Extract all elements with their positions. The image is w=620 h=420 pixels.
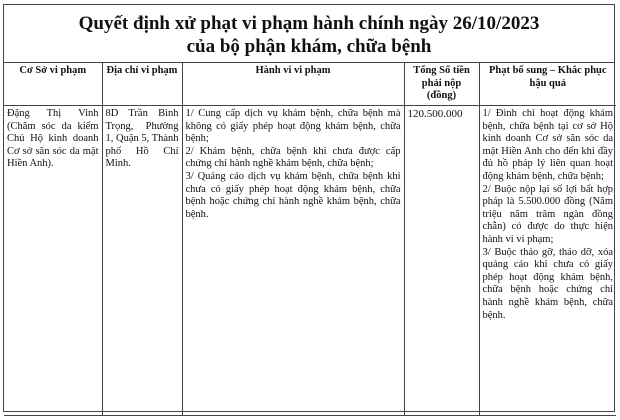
cell-address: 8D Trần Bình Trọng, Phường 1, Quận 5, Thành phố Hồ Chí Minh. <box>102 106 182 416</box>
violation-grid <box>4 63 616 416</box>
header-facility: Cơ Sở vi phạm <box>4 63 102 106</box>
header-row <box>4 63 616 106</box>
title-line-1: Quyết định xử phạt vi phạm hành chính ngày 26/10/2023 <box>78 13 540 34</box>
table-row <box>4 106 616 416</box>
header-address: Địa chỉ vi phạm <box>102 63 182 106</box>
violation-item: 1/ Cung cấp dịch vụ khám bệnh, chữa bệnh mà không có giấy phép hoạt động khám bệnh, chữa bệnh; <box>185 108 401 145</box>
cell-fine-amount: 120.500.000 <box>404 106 479 416</box>
document-title <box>4 5 614 63</box>
header-fine: Tổng Số tiền phải nộp (đồng) <box>404 63 479 106</box>
remedy-item: 2/ Buộc nộp lại số lợi bất hợp pháp là 5.500.000 đồng (Năm triệu năm trăm ngàn đồng chẵn) có được do thực hiện hành vi vi phạm; <box>482 183 613 245</box>
violation-item: 2/ Khám bệnh, chữa bệnh khi chưa được cấp chứng chỉ hành nghề khám bệnh, chữa bệnh; <box>185 145 401 170</box>
cell-violations <box>182 106 404 416</box>
violation-item: 3/ Quảng cáo dịch vụ khám bệnh, chữa bệnh khi chưa có giấy phép hoạt động khám bệnh, chữa bệnh hoặc chứng chỉ hành nghề khám bệnh, chữa bệnh. <box>185 170 401 220</box>
remedy-item: 1/ Đình chỉ hoạt động khám bệnh, chữa bệnh tại cơ sở Hộ kinh doanh Cơ sở săn sóc da mặt Hiền Anh cho đến khi đầy đủ hồ pháp lý liên quan hoạt động khám bệnh, chữa bệnh; <box>482 108 613 182</box>
header-remedy: Phạt bổ sung – Khắc phục hậu quả <box>479 63 616 106</box>
cell-facility: Đặng Thị Vinh (Chăm sóc da kiểm Chủ Hộ kinh doanh Cơ sở săn sóc da mặt Hiền Anh). <box>4 106 102 416</box>
remedy-item: 3/ Buộc tháo gỡ, tháo dỡ, xóa quảng cáo khi chưa có giấy phép hoạt động khám bệnh, chữa bệnh hoặc chứng chỉ hành nghề khám bệnh, chữa bệnh. <box>482 246 613 321</box>
cell-remedies <box>479 106 616 416</box>
header-violation: Hành vi vi phạm <box>182 63 404 106</box>
penalty-decision-table <box>3 4 615 412</box>
title-line-2: của bộ phận khám, chữa bệnh <box>186 36 432 57</box>
